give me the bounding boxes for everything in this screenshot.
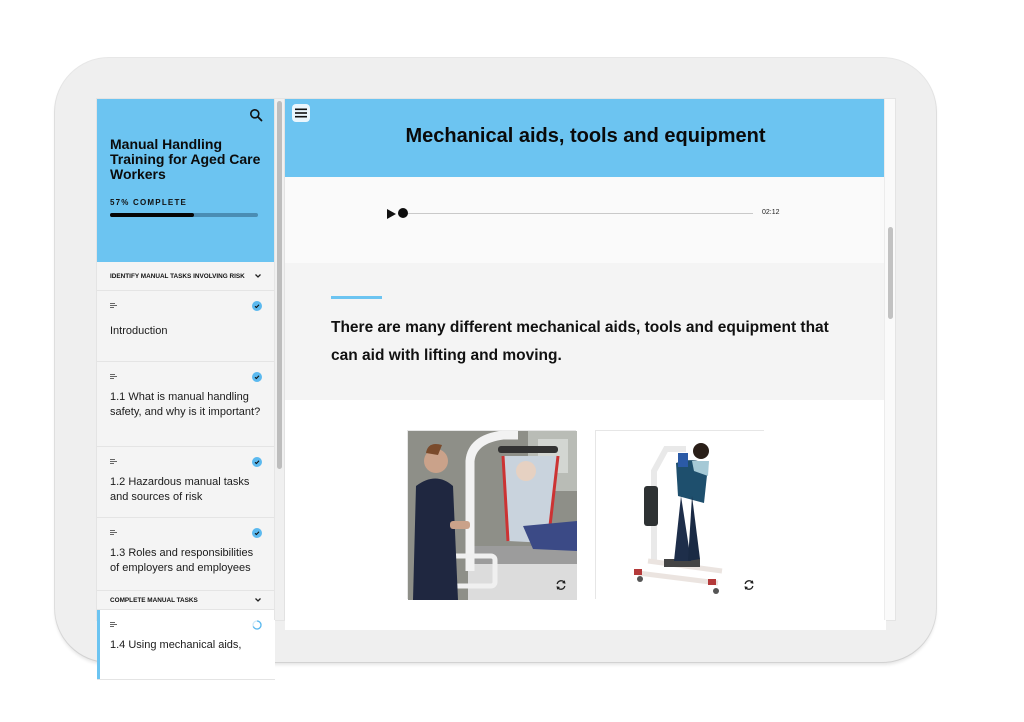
course-sidebar [97, 99, 285, 651]
lead-paragraph: There are many different mechanical aids, tools and equipment that can aid with lifting and moving. [331, 319, 829, 364]
section-label: COMPLETE MANUAL TASKS [110, 596, 198, 604]
in-progress-icon [252, 620, 262, 630]
text-lesson-icon [110, 303, 117, 309]
lesson-content [285, 99, 895, 620]
lesson-item-1-2[interactable] [97, 447, 275, 518]
lesson-item-introduction[interactable] [97, 291, 275, 362]
progress-bar [110, 213, 258, 217]
flashcard-gallery [285, 400, 886, 630]
sidebar-header [97, 99, 275, 262]
complete-check-icon [252, 457, 262, 467]
lead-text-block [285, 263, 886, 400]
lesson-label: Introduction [110, 325, 168, 337]
lesson-header [285, 99, 886, 177]
section-label: IDENTIFY MANUAL TASKS INVOLVING RISK [110, 272, 245, 280]
complete-check-icon [252, 372, 262, 382]
menu-button[interactable] [292, 104, 310, 122]
audio-seek-handle[interactable] [398, 208, 408, 218]
sidebar-scroll-area [97, 99, 275, 680]
lesson-item-1-1[interactable] [97, 362, 275, 447]
progress-label: 57% COMPLETE [110, 198, 188, 207]
lesson-label: 1.2 Hazardous manual tasks and sources of risk [110, 476, 250, 503]
flashcard-patient-hoist[interactable] [407, 430, 576, 599]
audio-seek-bar[interactable] [398, 213, 753, 214]
course-title: Manual Handling Training for Aged Care Workers [110, 136, 261, 182]
accent-divider [331, 296, 382, 299]
text-lesson-icon [110, 622, 117, 628]
lesson-label: 1.3 Roles and responsibilities of employers and employees [110, 547, 254, 574]
hamburger-icon [295, 108, 307, 118]
text-lesson-icon [110, 374, 117, 380]
sidebar-scrollbar-thumb[interactable] [277, 101, 282, 469]
flashcard-standing-lift[interactable] [595, 430, 764, 599]
flip-card-icon[interactable] [555, 579, 567, 591]
lesson-item-1-3[interactable] [97, 518, 275, 591]
chevron-down-icon [254, 596, 262, 604]
progress-bar-fill [110, 213, 194, 217]
standing-lift-image [596, 431, 765, 600]
text-lesson-icon [110, 530, 117, 536]
complete-check-icon [252, 528, 262, 538]
main-scrollbar-thumb[interactable] [888, 227, 893, 319]
main-scrollbar-track[interactable] [884, 99, 895, 620]
lesson-label: 1.1 What is manual handling safety, and why is it important? [110, 391, 261, 418]
lesson-item-1-4[interactable] [97, 610, 275, 680]
complete-check-icon [252, 301, 262, 311]
patient-hoist-image [408, 431, 577, 600]
chevron-down-icon [254, 272, 262, 280]
lesson-title: Mechanical aids, tools and equipment [405, 125, 766, 147]
lesson-label: 1.4 Using mechanical aids, [110, 639, 242, 651]
text-lesson-icon [110, 459, 117, 465]
audio-duration: 02:12 [762, 209, 780, 216]
search-icon[interactable] [249, 108, 263, 122]
flip-card-icon[interactable] [743, 579, 755, 591]
play-icon[interactable] [387, 209, 396, 219]
section-header-complete-tasks[interactable] [97, 591, 275, 610]
audio-player [285, 177, 886, 263]
section-header-identify-risk[interactable] [97, 262, 275, 291]
app-screen [96, 98, 896, 651]
